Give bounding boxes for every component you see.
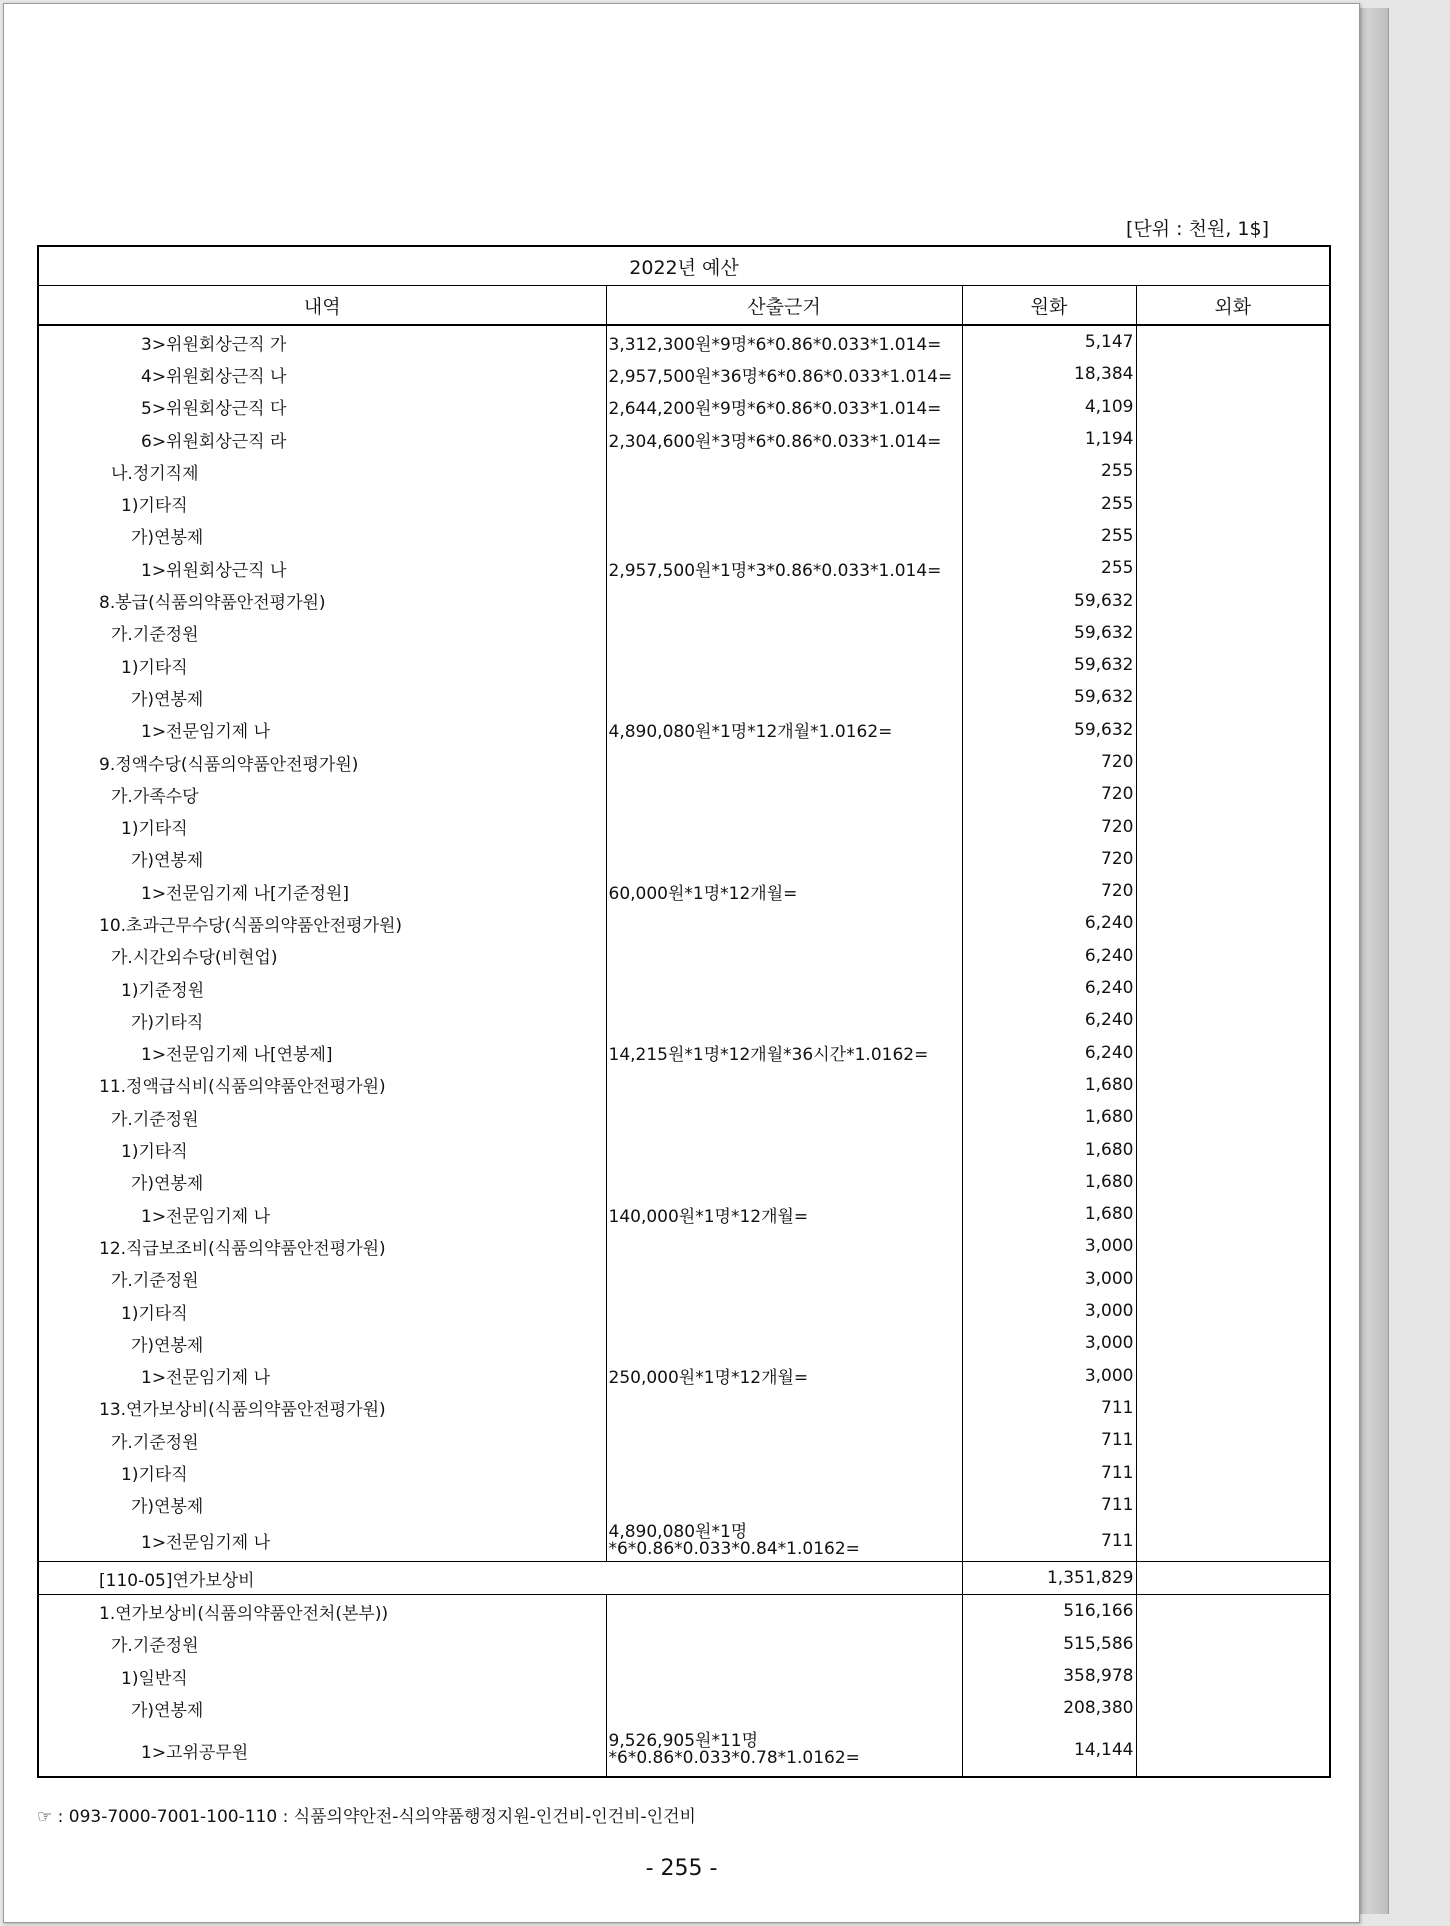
row-fx-cell <box>1136 1692 1330 1724</box>
row-krw-cell: 3,000 <box>962 1360 1136 1392</box>
row-basis-cell: 140,000원*1명*12개월= <box>606 1198 962 1230</box>
row-krw-cell: 59,632 <box>962 714 1136 746</box>
row-fx-cell <box>1136 584 1330 616</box>
row-item-cell: 가.가족수당 <box>38 778 606 810</box>
table-row <box>38 1004 1330 1036</box>
row-fx-cell <box>1136 1392 1330 1424</box>
row-basis-cell <box>606 1004 962 1036</box>
row-fx-cell <box>1136 1595 1330 1628</box>
budget-table-body <box>38 325 1330 1777</box>
row-basis-cell: 60,000원*1명*12개월= <box>606 875 962 907</box>
row-fx-cell <box>1136 1456 1330 1488</box>
table-row <box>38 875 1330 907</box>
row-basis-cell <box>606 1595 962 1628</box>
row-fx-cell <box>1136 907 1330 939</box>
row-basis-cell <box>606 617 962 649</box>
row-item-cell: 1>전문임기제 나 <box>38 1198 606 1230</box>
row-item-cell: 1)기타직 <box>38 1295 606 1327</box>
table-row <box>38 972 1330 1004</box>
row-krw-cell: 6,240 <box>962 1004 1136 1036</box>
row-item-cell: 가)연봉제 <box>38 1489 606 1521</box>
row-item-cell: 가.기준정원 <box>38 1424 606 1456</box>
column-header-item: 내역 <box>38 286 606 326</box>
row-krw-cell: 1,680 <box>962 1101 1136 1133</box>
row-fx-cell <box>1136 681 1330 713</box>
row-krw-cell: 711 <box>962 1456 1136 1488</box>
row-krw-cell: 1,194 <box>962 423 1136 455</box>
row-item-cell: 12.직급보조비(식품의약품안전평가원) <box>38 1230 606 1262</box>
table-row <box>38 1456 1330 1488</box>
row-krw-cell: 3,000 <box>962 1327 1136 1359</box>
row-fx-cell <box>1136 940 1330 972</box>
row-item-cell: 1)기타직 <box>38 1456 606 1488</box>
row-fx-cell <box>1136 325 1330 358</box>
row-fx-cell <box>1136 875 1330 907</box>
row-krw-cell: 6,240 <box>962 1037 1136 1069</box>
row-basis-cell: 14,215원*1명*12개월*36시간*1.0162= <box>606 1037 962 1069</box>
row-item-cell: 1>전문임기제 나[연봉제] <box>38 1037 606 1069</box>
table-row <box>38 681 1330 713</box>
row-item-cell: 1.연가보상비(식품의약품안전처(본부)) <box>38 1595 606 1628</box>
table-row <box>38 778 1330 810</box>
row-fx-cell <box>1136 423 1330 455</box>
table-row <box>38 520 1330 552</box>
table-row <box>38 1263 1330 1295</box>
row-fx-cell <box>1136 1263 1330 1295</box>
row-krw-cell: 720 <box>962 746 1136 778</box>
row-basis-cell <box>606 940 962 972</box>
row-basis-cell <box>606 1295 962 1327</box>
page-curl-edge <box>1355 8 1389 1914</box>
row-item-cell: 1)기준정원 <box>38 972 606 1004</box>
row-fx-cell <box>1136 1724 1330 1777</box>
row-item-cell: [110-05]연가보상비 <box>38 1561 962 1594</box>
table-row <box>38 907 1330 939</box>
document-page <box>3 3 1360 1923</box>
table-row <box>38 1069 1330 1101</box>
row-item-cell: 가.기준정원 <box>38 1628 606 1660</box>
row-basis-cell <box>606 972 962 1004</box>
row-fx-cell <box>1136 617 1330 649</box>
row-item-cell: 1>위원회상근직 나 <box>38 552 606 584</box>
row-item-cell: 1>전문임기제 나 <box>38 714 606 746</box>
row-item-cell: 5>위원회상근직 다 <box>38 391 606 423</box>
row-item-cell: 가)연봉제 <box>38 1327 606 1359</box>
row-basis-cell <box>606 810 962 842</box>
row-item-cell: 1)기타직 <box>38 1133 606 1165</box>
row-basis-cell <box>606 584 962 616</box>
row-basis-cell <box>606 907 962 939</box>
row-fx-cell <box>1136 1101 1330 1133</box>
row-basis-cell <box>606 1133 962 1165</box>
row-fx-cell <box>1136 810 1330 842</box>
table-row <box>38 1392 1330 1424</box>
row-item-cell: 가)기타직 <box>38 1004 606 1036</box>
table-row <box>38 1724 1330 1777</box>
row-basis-cell <box>606 778 962 810</box>
table-row <box>38 1295 1330 1327</box>
row-item-cell: 가)연봉제 <box>38 1692 606 1724</box>
row-krw-cell: 515,586 <box>962 1628 1136 1660</box>
budget-table <box>37 245 1331 1778</box>
table-row <box>38 1561 1330 1594</box>
row-item-cell: 1)기타직 <box>38 487 606 519</box>
row-fx-cell <box>1136 843 1330 875</box>
row-krw-cell: 255 <box>962 487 1136 519</box>
row-krw-cell: 6,240 <box>962 940 1136 972</box>
row-krw-cell: 1,351,829 <box>962 1561 1136 1594</box>
row-fx-cell <box>1136 778 1330 810</box>
row-fx-cell <box>1136 552 1330 584</box>
row-item-cell: 13.연가보상비(식품의약품안전평가원) <box>38 1392 606 1424</box>
row-basis-cell <box>606 455 962 487</box>
row-basis-cell <box>606 520 962 552</box>
row-fx-cell <box>1136 1198 1330 1230</box>
row-fx-cell <box>1136 1133 1330 1165</box>
row-fx-cell <box>1136 714 1330 746</box>
row-fx-cell <box>1136 487 1330 519</box>
row-basis-cell <box>606 1692 962 1724</box>
row-fx-cell <box>1136 649 1330 681</box>
row-item-cell: 나.정기직제 <box>38 455 606 487</box>
row-fx-cell <box>1136 455 1330 487</box>
unit-label: [단위 : 천원, 1$] <box>1126 218 1269 240</box>
row-krw-cell: 1,680 <box>962 1166 1136 1198</box>
row-krw-cell: 255 <box>962 552 1136 584</box>
row-basis-cell: 4,890,080원*1명*6*0.86*0.033*0.84*1.0162= <box>606 1521 962 1562</box>
table-row <box>38 1133 1330 1165</box>
row-krw-cell: 720 <box>962 810 1136 842</box>
table-row <box>38 746 1330 778</box>
table-row <box>38 1327 1330 1359</box>
row-fx-cell <box>1136 520 1330 552</box>
table-row <box>38 1595 1330 1628</box>
row-item-cell: 가.기준정원 <box>38 1263 606 1295</box>
row-fx-cell <box>1136 1561 1330 1594</box>
table-row <box>38 1521 1330 1562</box>
row-fx-cell <box>1136 1489 1330 1521</box>
row-krw-cell: 255 <box>962 455 1136 487</box>
row-item-cell: 1)기타직 <box>38 649 606 681</box>
table-row <box>38 1628 1330 1660</box>
row-basis-cell: 2,957,500원*1명*3*0.86*0.033*1.014= <box>606 552 962 584</box>
page-number: - 255 - <box>645 1856 718 1881</box>
table-row <box>38 1692 1330 1724</box>
row-krw-cell: 14,144 <box>962 1724 1136 1777</box>
row-basis-cell: 9,526,905원*11명*6*0.86*0.033*0.78*1.0162= <box>606 1724 962 1777</box>
row-item-cell: 1)일반직 <box>38 1660 606 1692</box>
row-fx-cell <box>1136 358 1330 390</box>
footer-note: ☞ : 093-7000-7001-100-110 : 식품의약안전-식의약품행정지원-인건비-인건비-인건비 <box>37 1807 696 1827</box>
row-fx-cell <box>1136 1628 1330 1660</box>
row-krw-cell: 3,000 <box>962 1295 1136 1327</box>
row-fx-cell <box>1136 1230 1330 1262</box>
row-krw-cell: 711 <box>962 1392 1136 1424</box>
row-fx-cell <box>1136 1295 1330 1327</box>
table-row <box>38 358 1330 390</box>
table-row <box>38 1037 1330 1069</box>
row-item-cell: 가.시간외수당(비현업) <box>38 940 606 972</box>
row-krw-cell: 516,166 <box>962 1595 1136 1628</box>
row-item-cell: 1)기타직 <box>38 810 606 842</box>
row-basis-cell <box>606 649 962 681</box>
column-header-fx: 외화 <box>1136 286 1330 326</box>
row-item-cell: 1>전문임기제 나 <box>38 1360 606 1392</box>
row-basis-cell <box>606 1392 962 1424</box>
row-basis-cell <box>606 1424 962 1456</box>
row-item-cell: 가)연봉제 <box>38 681 606 713</box>
row-basis-cell <box>606 487 962 519</box>
row-item-cell: 가)연봉제 <box>38 520 606 552</box>
column-header-basis: 산출근거 <box>606 286 962 326</box>
table-row <box>38 714 1330 746</box>
row-item-cell: 1>고위공무원 <box>38 1724 606 1777</box>
table-row <box>38 1166 1330 1198</box>
row-item-cell: 11.정액급식비(식품의약품안전평가원) <box>38 1069 606 1101</box>
row-fx-cell <box>1136 1424 1330 1456</box>
row-krw-cell: 6,240 <box>962 972 1136 1004</box>
row-basis-cell <box>606 1166 962 1198</box>
row-krw-cell: 711 <box>962 1521 1136 1562</box>
row-krw-cell: 208,380 <box>962 1692 1136 1724</box>
row-basis-cell: 2,304,600원*3명*6*0.86*0.033*1.014= <box>606 423 962 455</box>
row-basis-cell <box>606 1456 962 1488</box>
row-krw-cell: 720 <box>962 875 1136 907</box>
row-item-cell: 8.봉급(식품의약품안전평가원) <box>38 584 606 616</box>
row-item-cell: 가)연봉제 <box>38 843 606 875</box>
row-krw-cell: 59,632 <box>962 681 1136 713</box>
row-basis-cell <box>606 843 962 875</box>
table-row <box>38 1230 1330 1262</box>
table-row <box>38 617 1330 649</box>
row-krw-cell: 1,680 <box>962 1069 1136 1101</box>
table-row <box>38 391 1330 423</box>
row-item-cell: 4>위원회상근직 나 <box>38 358 606 390</box>
row-krw-cell: 720 <box>962 843 1136 875</box>
row-fx-cell <box>1136 1521 1330 1562</box>
row-item-cell: 가)연봉제 <box>38 1166 606 1198</box>
row-fx-cell <box>1136 972 1330 1004</box>
row-basis-cell: 250,000원*1명*12개월= <box>606 1360 962 1392</box>
row-fx-cell <box>1136 1166 1330 1198</box>
row-krw-cell: 59,632 <box>962 584 1136 616</box>
table-row <box>38 1198 1330 1230</box>
row-item-cell: 9.정액수당(식품의약품안전평가원) <box>38 746 606 778</box>
row-basis-cell <box>606 1327 962 1359</box>
table-row <box>38 423 1330 455</box>
row-item-cell: 1>전문임기제 나 <box>38 1521 606 1562</box>
column-header-krw: 원화 <box>962 286 1136 326</box>
row-fx-cell <box>1136 1069 1330 1101</box>
table-row <box>38 940 1330 972</box>
row-basis-cell <box>606 1489 962 1521</box>
row-item-cell: 가.기준정원 <box>38 1101 606 1133</box>
table-row <box>38 584 1330 616</box>
row-basis-cell <box>606 1628 962 1660</box>
row-krw-cell: 59,632 <box>962 617 1136 649</box>
row-krw-cell: 1,680 <box>962 1133 1136 1165</box>
row-fx-cell <box>1136 1327 1330 1359</box>
table-row <box>38 1489 1330 1521</box>
row-fx-cell <box>1136 391 1330 423</box>
row-krw-cell: 59,632 <box>962 649 1136 681</box>
row-basis-cell <box>606 1263 962 1295</box>
table-row <box>38 649 1330 681</box>
row-item-cell: 1>전문임기제 나[기준정원] <box>38 875 606 907</box>
row-krw-cell: 720 <box>962 778 1136 810</box>
row-fx-cell <box>1136 1660 1330 1692</box>
row-krw-cell: 5,147 <box>962 325 1136 358</box>
row-fx-cell <box>1136 1037 1330 1069</box>
table-row <box>38 1424 1330 1456</box>
row-krw-cell: 3,000 <box>962 1263 1136 1295</box>
row-basis-cell <box>606 1101 962 1133</box>
row-basis-cell: 3,312,300원*9명*6*0.86*0.033*1.014= <box>606 325 962 358</box>
table-row <box>38 552 1330 584</box>
row-item-cell: 가.기준정원 <box>38 617 606 649</box>
row-item-cell: 3>위원회상근직 가 <box>38 325 606 358</box>
row-basis-cell <box>606 746 962 778</box>
table-top-header: 2022년 예산 <box>38 246 1330 286</box>
table-row <box>38 1101 1330 1133</box>
row-krw-cell: 18,384 <box>962 358 1136 390</box>
row-basis-cell: 2,644,200원*9명*6*0.86*0.033*1.014= <box>606 391 962 423</box>
row-basis-cell <box>606 681 962 713</box>
row-krw-cell: 6,240 <box>962 907 1136 939</box>
table-row <box>38 455 1330 487</box>
table-row <box>38 843 1330 875</box>
table-row <box>38 1660 1330 1692</box>
row-krw-cell: 3,000 <box>962 1230 1136 1262</box>
table-row <box>38 1360 1330 1392</box>
row-item-cell: 10.초과근무수당(식품의약품안전평가원) <box>38 907 606 939</box>
row-basis-cell: 2,957,500원*36명*6*0.86*0.033*1.014= <box>606 358 962 390</box>
row-fx-cell <box>1136 1360 1330 1392</box>
row-basis-cell <box>606 1230 962 1262</box>
row-item-cell: 6>위원회상근직 라 <box>38 423 606 455</box>
row-krw-cell: 358,978 <box>962 1660 1136 1692</box>
row-basis-cell <box>606 1069 962 1101</box>
row-fx-cell <box>1136 1004 1330 1036</box>
row-krw-cell: 255 <box>962 520 1136 552</box>
row-krw-cell: 711 <box>962 1424 1136 1456</box>
row-krw-cell: 711 <box>962 1489 1136 1521</box>
table-row <box>38 325 1330 358</box>
row-basis-cell: 4,890,080원*1명*12개월*1.0162= <box>606 714 962 746</box>
row-fx-cell <box>1136 746 1330 778</box>
table-row <box>38 487 1330 519</box>
row-krw-cell: 1,680 <box>962 1198 1136 1230</box>
row-krw-cell: 4,109 <box>962 391 1136 423</box>
table-row <box>38 810 1330 842</box>
row-basis-cell <box>606 1660 962 1692</box>
